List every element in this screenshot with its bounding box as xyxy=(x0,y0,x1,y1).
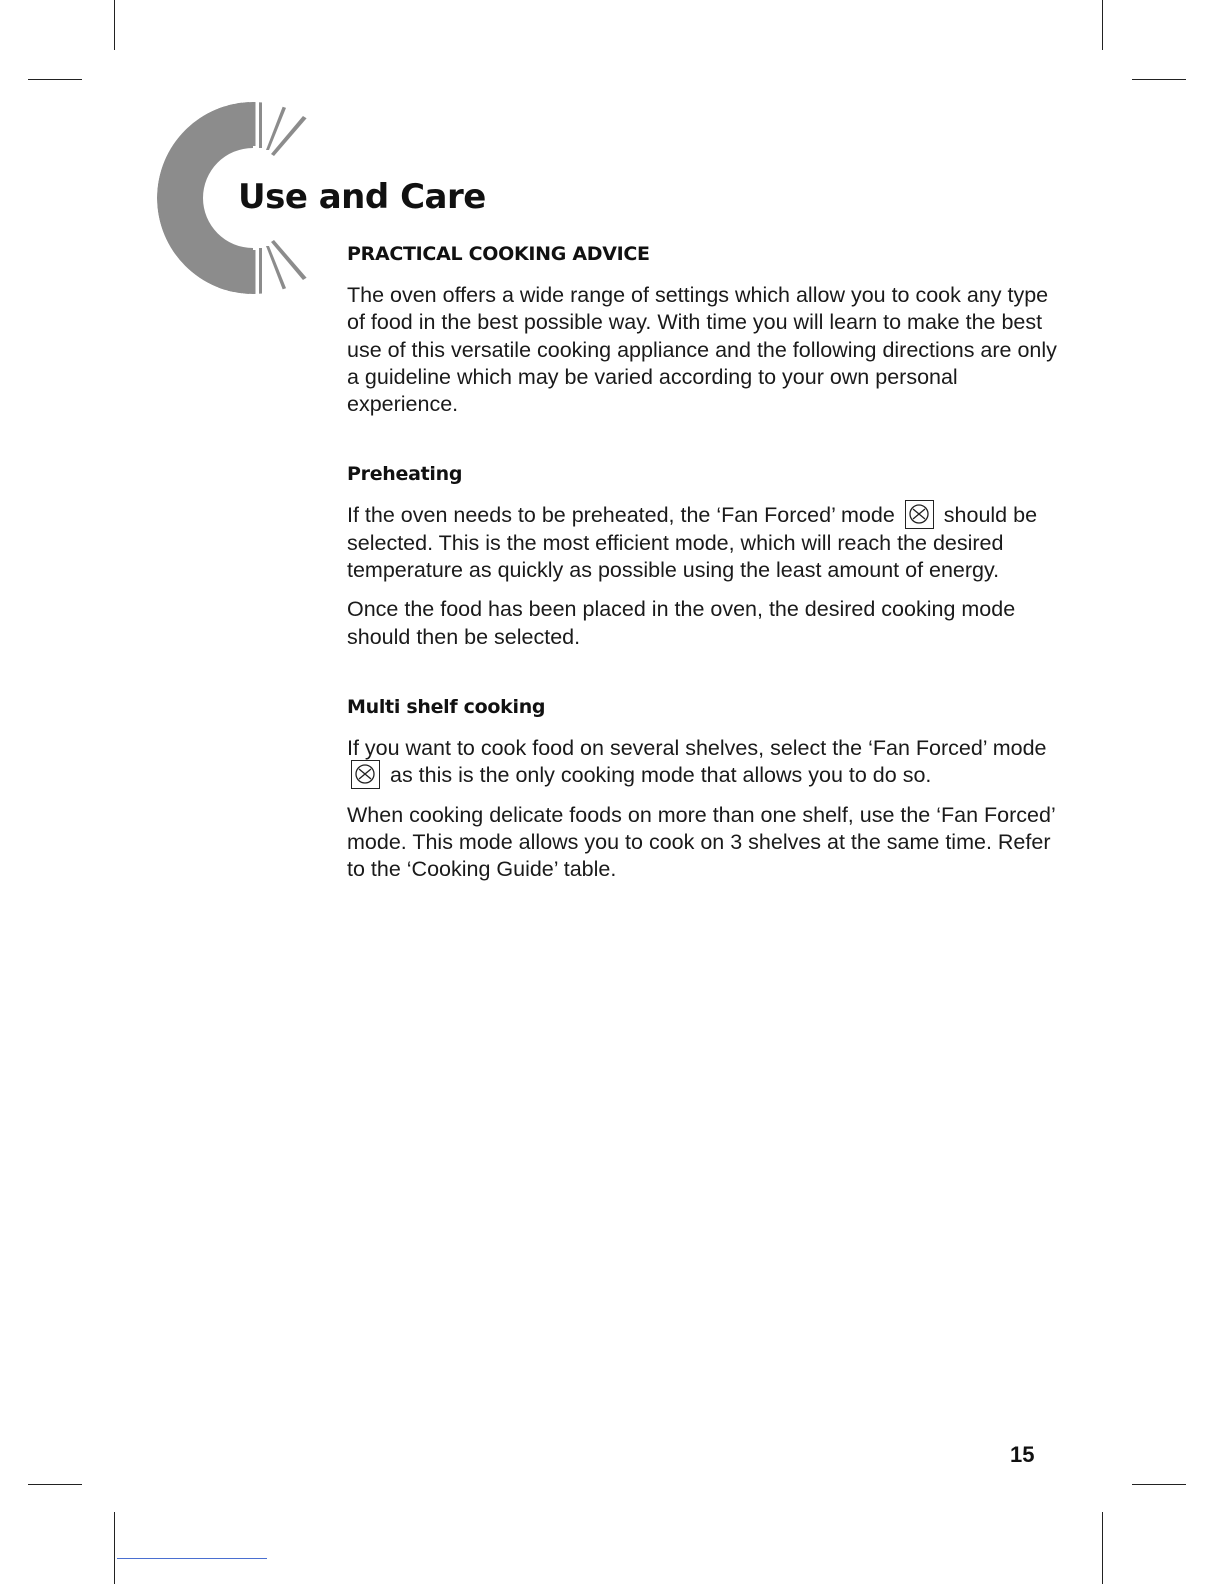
fan-forced-icon xyxy=(351,760,380,789)
page-number: 15 xyxy=(1010,1442,1035,1467)
crop-mark-bottom-left-vertical xyxy=(114,1512,115,1584)
multi-shelf-heading: Multi shelf cooking xyxy=(347,695,546,718)
crop-mark-bottom-right-horizontal xyxy=(1132,1484,1186,1485)
page-heading: PRACTICAL COOKING ADVICE xyxy=(347,243,650,265)
crop-mark-top-left-vertical xyxy=(114,0,115,50)
main-content xyxy=(347,240,1067,895)
fan-forced-icon xyxy=(905,500,934,529)
preheating-heading: Preheating xyxy=(347,463,463,486)
multi-shelf-paragraph-2: When cooking delicate foods on more than one shelf, use the ‘Fan Forced’ mode. This mode allows you to cook on 3 shelves at the same time. Refer to the ‘Cooking Guide’ table. xyxy=(347,802,1055,882)
preheating-paragraph-1 xyxy=(347,502,1067,584)
multi-shelf-text-after-icon: as this is the only cooking mode that allows you to do so. xyxy=(389,763,932,788)
multi-shelf-text-before-icon: If you want to cook food on several shelves, select the ‘Fan Forced’ mode xyxy=(347,735,1047,760)
crop-mark-top-right-vertical xyxy=(1102,0,1103,50)
preheating-paragraph-2: Once the food has been placed in the oven, the desired cooking mode should then be selected. xyxy=(347,597,1016,649)
crop-mark-top-right-horizontal xyxy=(1132,79,1186,80)
section-title: Use and Care xyxy=(238,174,492,220)
crop-mark-top-left-horizontal xyxy=(28,79,82,80)
crop-mark-bottom-left-horizontal xyxy=(28,1484,82,1485)
preheating-text-after-icon: should be selected. This is the most efficient mode, which will reach the desired temperature as quickly as possible using the least amount of energy. xyxy=(347,503,1038,583)
intro-paragraph: The oven offers a wide range of settings which allow you to cook any type of food in the best possible way. With time you will learn to make the best use of this versatile cooking appliance and the following directions are only a guideline which may be varied according to your own personal experience. xyxy=(347,283,1057,417)
crop-mark-bottom-right-vertical xyxy=(1102,1512,1103,1584)
divider xyxy=(117,1558,267,1559)
preheating-text-before-icon: If the oven needs to be preheated, the ‘Fan Forced’ mode xyxy=(347,503,895,528)
multi-shelf-paragraph-1 xyxy=(347,735,1067,790)
